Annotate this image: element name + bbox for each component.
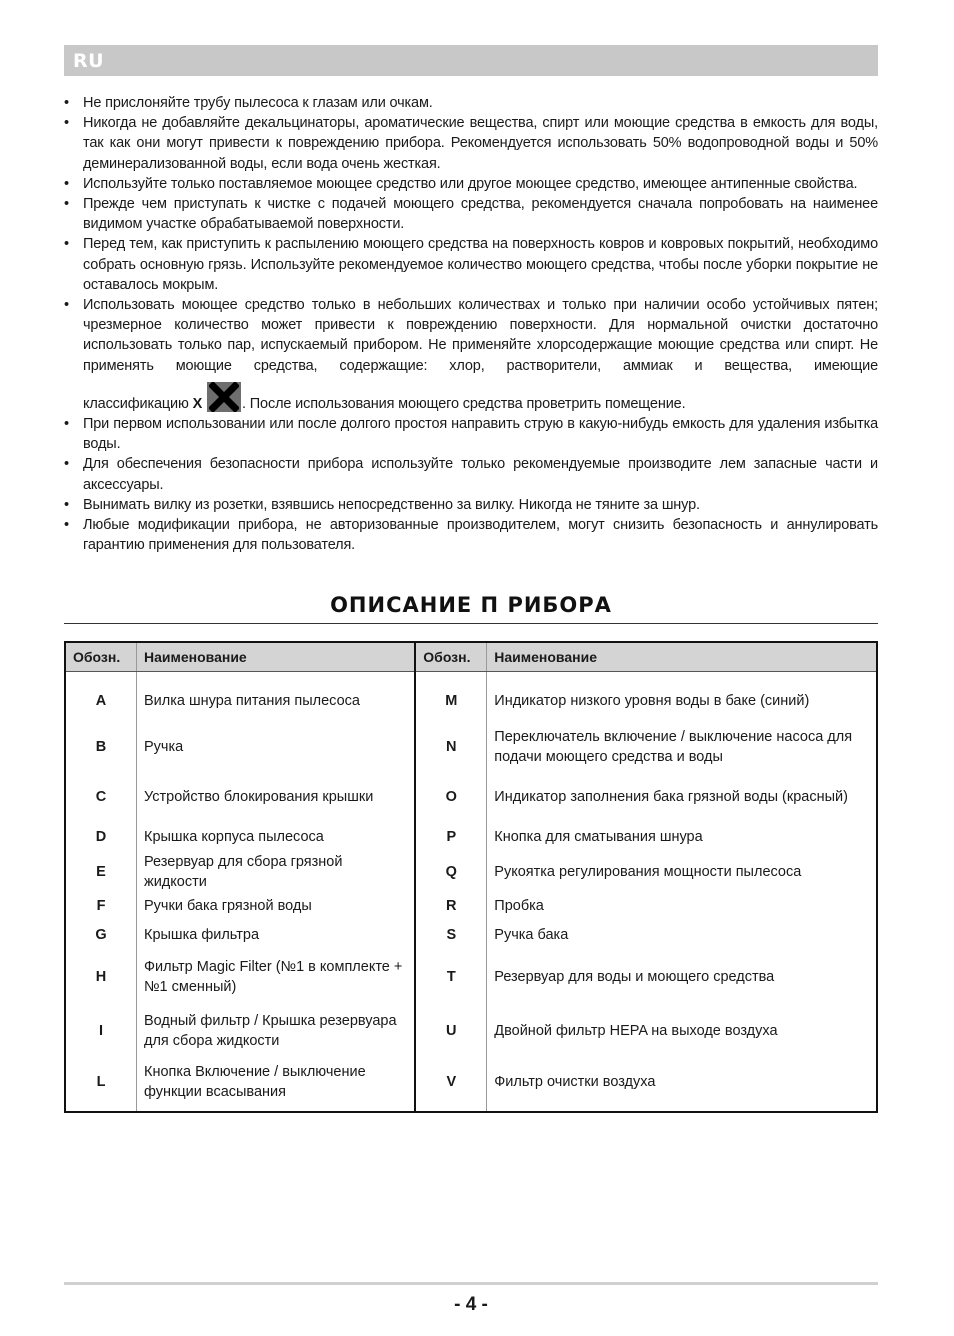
bullet-item: • Вынимать вилку из розетки, взявшись непосредственно за вилку. Никогда не тяните за шнур.: [64, 495, 878, 515]
part-code: T: [415, 950, 487, 1004]
bullet-item: • Любые модификации прибора, не авторизованные производителем, могут снизить безопасность и аннулировать гарантию применения для пользователя.: [64, 515, 878, 555]
footer-divider: [64, 1282, 878, 1285]
table-row: [65, 722, 877, 772]
part-name: Ручка: [137, 722, 416, 772]
parts-table: [64, 641, 878, 1113]
hazard-text-before: Использовать моющее средство только в небольших количествах и только при наличии особо устойчивых пятен; чрезмерное количество может привести к повреждению поверхности. Для нормальной очистки достаточно использовать только пар, испускаемый прибором. Не применяйте хлорсодержащие моющие средства или спирт. Не применять моющие средства, содержащие: хлор, растворители, аммиак и вещества, имеющие: [83, 297, 878, 374]
part-name: Индикатор заполнения бака грязной воды (красный): [494, 788, 848, 805]
bullet-item: • Для обеспечения безопасности прибора используйте только рекомендуемые производите лем запасные части и аксессуары.: [64, 454, 878, 494]
part-name: Двойной фильтр HEPA на выходе воздуха: [494, 1022, 778, 1039]
part-name: Крышка корпуса пылесоса: [137, 822, 416, 852]
table-row: [65, 822, 877, 852]
page-number: - 4 -: [454, 1294, 488, 1315]
part-name: Водный фильтр / Крышка резервуара для сбора жидкости: [137, 1004, 416, 1058]
hazard-letter: X: [192, 395, 203, 412]
part-name: Крышка фильтра: [137, 921, 416, 950]
part-code: I: [65, 1004, 137, 1058]
part-name: Пробка: [494, 898, 544, 914]
part-code: H: [65, 950, 137, 1004]
harmful-x-icon: [207, 382, 241, 412]
part-code: R: [415, 892, 487, 921]
table-row: [65, 672, 877, 722]
hazard-text-after: . После использования моющего средства проветрить помещение.: [242, 395, 686, 412]
bullet-item-hazard: [64, 295, 878, 414]
part-name: Рукоятка регулирования мощности пылесоса: [494, 863, 802, 880]
bullet-item: • Перед тем, как приступить к распылению моющего средства на поверхность ковров и ковровых покрытий, необходимо собрать основную грязь. Используйте рекомендуемое количество моющего средства, чтобы после уборки покрытие не оставалось мокрым.: [64, 234, 878, 295]
part-code: C: [65, 772, 137, 822]
part-name: Переключатель включение / выключение насоса для подачи моющего средства и воды: [494, 728, 853, 765]
part-code: F: [65, 892, 137, 921]
part-name: Резервуар для сбора грязной жидкости: [137, 852, 416, 892]
part-code: P: [415, 822, 487, 852]
column-header-name: Наименование: [137, 642, 416, 672]
table-row: [65, 772, 877, 822]
table-row: [65, 950, 877, 1004]
table-row: [65, 1004, 877, 1058]
language-code: RU: [73, 50, 105, 72]
part-name: Ручки бака грязной воды: [137, 892, 416, 921]
part-name: Ручка бака: [494, 927, 569, 943]
part-code: E: [65, 852, 137, 892]
part-name: Вилка шнура питания пылесоса: [137, 672, 416, 722]
part-name: Кнопка Включение / выключение функции всасывания: [137, 1058, 416, 1112]
table-row: [65, 921, 877, 950]
safety-bullet-list: [64, 93, 878, 555]
table-row: [65, 892, 877, 921]
bullet-item: • Не прислоняйте трубу пылесоса к глазам или очкам.: [64, 93, 878, 113]
section-title: ОПИСАНИЕ П РИБОРА: [330, 593, 612, 617]
part-code: N: [415, 722, 487, 772]
language-header-bar: [64, 45, 878, 76]
part-code: B: [65, 722, 137, 772]
part-name: Кнопка для сматывания шнура: [494, 828, 703, 845]
part-code: M: [415, 672, 487, 722]
part-name: Устройство блокирования крышки: [137, 772, 416, 822]
part-code: Q: [415, 852, 487, 892]
hazard-lead-text: классификацию: [83, 395, 189, 412]
bullet-item: • При первом использовании или после долгого простоя направить струю в какую-нибудь емкость для удаления избытка воды.: [64, 414, 878, 454]
part-code: D: [65, 822, 137, 852]
section-divider: [64, 623, 878, 624]
part-code: O: [415, 772, 487, 822]
part-name: Индикатор низкого уровня воды в баке (синий): [494, 692, 810, 709]
table-row: [65, 1058, 877, 1112]
table-header-row: [65, 642, 877, 672]
part-name: Резервуар для воды и моющего средства: [494, 968, 775, 985]
bullet-item: • Прежде чем приступать к чистке с подачей моющего средства, рекомендуется сначала попробовать на наименее видимом участке обрабатываемой поверхности.: [64, 194, 878, 234]
column-header-name: Наименование: [487, 642, 877, 672]
part-code: U: [415, 1004, 487, 1058]
part-code: S: [415, 921, 487, 950]
bullet-item: • Используйте только поставляемое моющее средство или другое моющее средство, имеющее антипенные свойства.: [64, 174, 878, 194]
part-code: A: [65, 672, 137, 722]
part-code: L: [65, 1058, 137, 1112]
column-header-code: Обозн.: [415, 642, 487, 672]
part-code: G: [65, 921, 137, 950]
part-name: Фильтр очистки воздуха: [494, 1074, 656, 1090]
column-header-code: Обозн.: [65, 642, 137, 672]
part-name: Фильтр Magic Filter (№1 в комплекте + №1 сменный): [137, 950, 416, 1004]
table-row: [65, 852, 877, 892]
part-code: V: [415, 1058, 487, 1112]
bullet-item: • Никогда не добавляйте декальцинаторы, ароматические вещества, спирт или моющие средства в емкость для воды, так как они могут привести к повреждению прибора. Рекомендуется использовать 50% водопроводной воды и 50% деминерализованной воды, если вода очень жесткая.: [64, 113, 878, 174]
